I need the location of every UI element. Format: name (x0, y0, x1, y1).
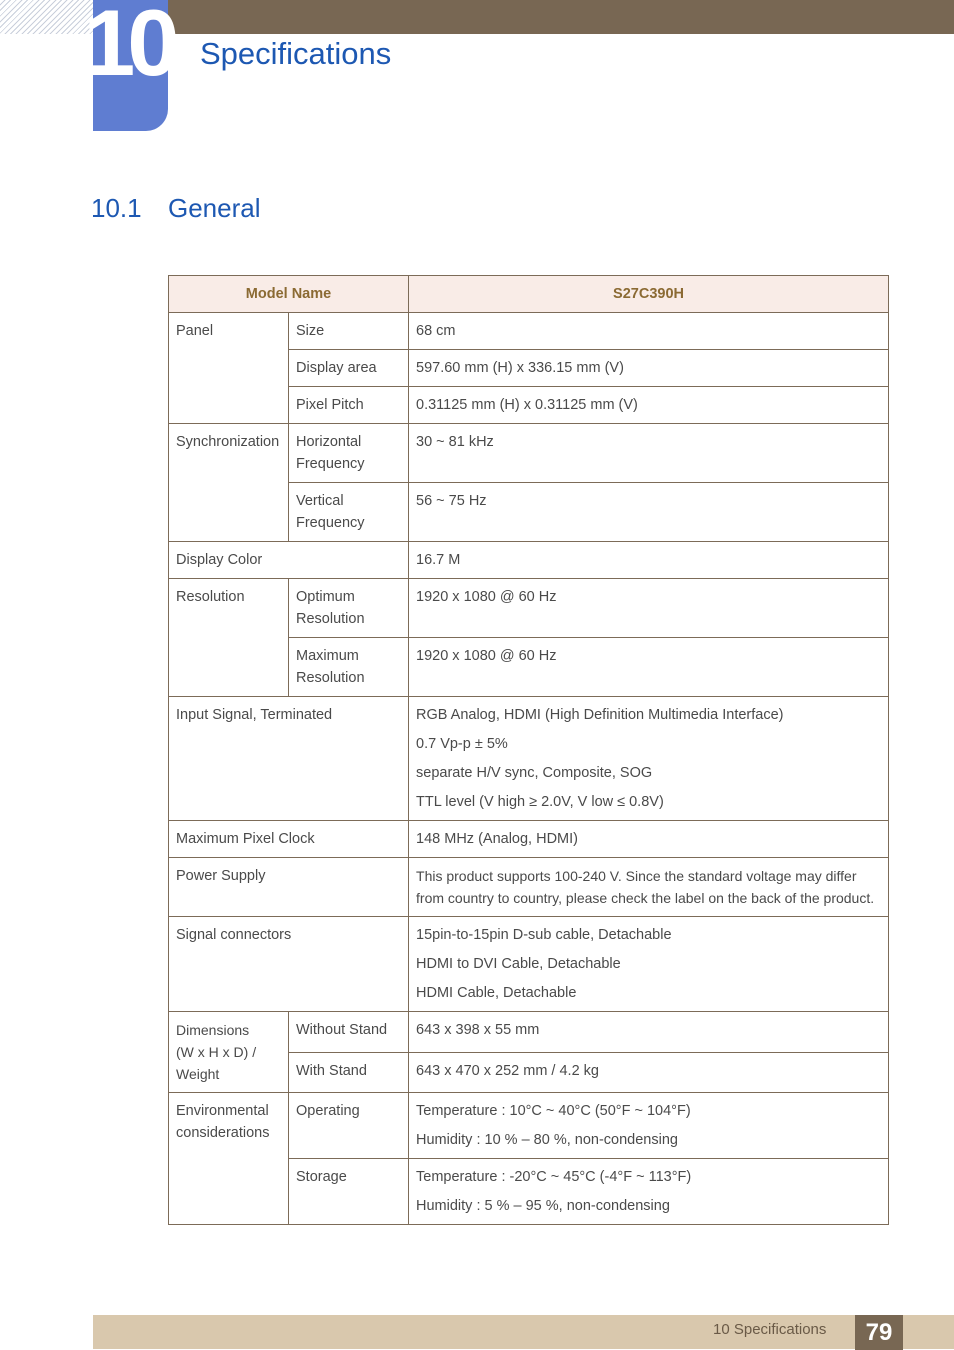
value-size: 68 cm (409, 313, 889, 350)
value-line: Humidity : 5 % – 95 %, non-condensing (416, 1198, 670, 1214)
row-label-resolution: Resolution (169, 579, 289, 697)
sub-label-without-stand: Without Stand (289, 1012, 409, 1053)
row-label-max-pixel-clock: Maximum Pixel Clock (169, 821, 409, 858)
label-line: (W x H x D) / (176, 1044, 257, 1060)
label-line: Frequency (296, 456, 365, 472)
sub-label-vertical-frequency (289, 483, 409, 542)
row-label-signal-connectors: Signal connectors (169, 917, 409, 1012)
value-line: Temperature : 10°C ~ 40°C (50°F ~ 104°F) (416, 1103, 691, 1119)
value-line: HDMI Cable, Detachable (416, 985, 577, 1001)
value-line: 15pin-to-15pin D-sub cable, Detachable (416, 927, 672, 943)
header-model-name: Model Name (169, 276, 409, 313)
label-line: Resolution (296, 611, 365, 627)
sub-label-size: Size (289, 313, 409, 350)
value-vertical-frequency: 56 ~ 75 Hz (409, 483, 889, 542)
corner-hatch-decoration (0, 0, 93, 34)
table-row (169, 1093, 889, 1159)
value-optimum-resolution: 1920 x 1080 @ 60 Hz (409, 579, 889, 638)
sub-label-horizontal-frequency (289, 424, 409, 483)
value-line: 0.7 Vp-p ± 5% (416, 736, 508, 752)
value-display-area: 597.60 mm (H) x 336.15 mm (V) (409, 350, 889, 387)
label-line: Horizontal (296, 434, 362, 450)
chapter-title: Specifications (200, 36, 392, 71)
value-horizontal-frequency: 30 ~ 81 kHz (409, 424, 889, 483)
label-line: Resolution (296, 670, 365, 686)
chapter-number-box (83, 0, 172, 131)
sub-label-with-stand: With Stand (289, 1052, 409, 1093)
sub-label-operating: Operating (289, 1093, 409, 1159)
section-number: 10.1 (91, 193, 142, 223)
row-label-panel: Panel (169, 313, 289, 424)
table-header-row (169, 276, 889, 313)
sub-label-pixel-pitch: Pixel Pitch (289, 387, 409, 424)
footer-chapter-label: 10 Specifications (713, 1321, 827, 1338)
value-line: separate H/V sync, Composite, SOG (416, 765, 653, 781)
value-storage (409, 1159, 889, 1225)
sub-label-display-area: Display area (289, 350, 409, 387)
table-row (169, 313, 889, 350)
chapter-number: 10 (83, 0, 172, 95)
specifications-table (168, 275, 889, 1225)
section-heading (91, 193, 261, 224)
label-line: considerations (176, 1125, 270, 1141)
label-line: Weight (176, 1066, 220, 1082)
table-row (169, 542, 889, 579)
label-line: Maximum (296, 648, 359, 664)
value-with-stand: 643 x 470 x 252 mm / 4.2 kg (409, 1052, 889, 1093)
top-bar (93, 0, 954, 34)
row-label-input-signal: Input Signal, Terminated (169, 697, 409, 821)
section-title: General (168, 193, 261, 223)
value-line: Humidity : 10 % – 80 %, non-condensing (416, 1132, 678, 1148)
table-row (169, 579, 889, 638)
label-line: Vertical (296, 493, 344, 509)
value-line: HDMI to DVI Cable, Detachable (416, 956, 621, 972)
sub-label-storage: Storage (289, 1159, 409, 1225)
sub-label-maximum-resolution (289, 638, 409, 697)
value-line: RGB Analog, HDMI (High Definition Multimedia Interface) (416, 707, 784, 723)
label-line: Dimensions (176, 1022, 250, 1038)
page-number: 79 (855, 1315, 903, 1350)
label-line: Optimum (296, 589, 355, 605)
label-line: Frequency (296, 515, 365, 531)
value-signal-connectors (409, 917, 889, 1012)
value-display-color: 16.7 M (409, 542, 889, 579)
row-label-power-supply: Power Supply (169, 858, 409, 917)
table-row (169, 424, 889, 483)
value-max-pixel-clock: 148 MHz (Analog, HDMI) (409, 821, 889, 858)
row-label-display-color: Display Color (169, 542, 409, 579)
value-power-supply: This product supports 100-240 V. Since the standard voltage may differ from country to country, please check the label on the back of the product. (409, 858, 889, 917)
row-label-synchronization: Synchronization (169, 424, 289, 542)
table-row (169, 917, 889, 1012)
value-maximum-resolution: 1920 x 1080 @ 60 Hz (409, 638, 889, 697)
sub-label-optimum-resolution (289, 579, 409, 638)
table-row (169, 1012, 889, 1053)
value-line: TTL level (V high ≥ 2.0V, V low ≤ 0.8V) (416, 794, 664, 810)
table-row (169, 697, 889, 821)
value-without-stand: 643 x 398 x 55 mm (409, 1012, 889, 1053)
value-operating (409, 1093, 889, 1159)
row-label-dimensions (169, 1012, 289, 1093)
table-row (169, 821, 889, 858)
value-pixel-pitch: 0.31125 mm (H) x 0.31125 mm (V) (409, 387, 889, 424)
value-input-signal (409, 697, 889, 821)
header-model-value: S27C390H (409, 276, 889, 313)
table-row (169, 858, 889, 917)
value-line: Temperature : -20°C ~ 45°C (-4°F ~ 113°F) (416, 1169, 692, 1185)
row-label-environmental (169, 1093, 289, 1225)
label-line: Environmental (176, 1103, 269, 1119)
